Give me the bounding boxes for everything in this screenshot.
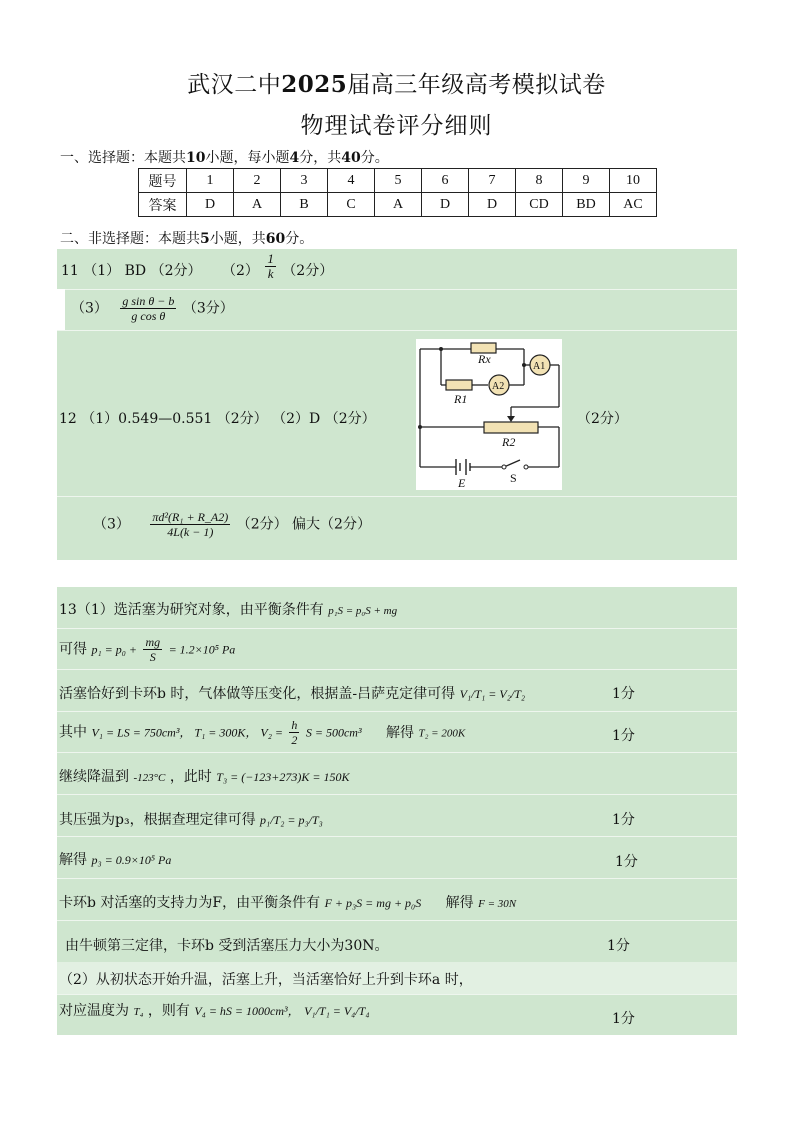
q11-part3-label: （3） xyxy=(71,300,108,317)
table-cell: 6 xyxy=(422,169,469,193)
table-cell: D xyxy=(469,193,516,217)
table-cell: 7 xyxy=(469,169,516,193)
fraction-h-over-2: $\frac{h}{2}$ xyxy=(291,718,298,747)
table-cell: CD xyxy=(516,193,563,217)
q12-fraction-answer: $\frac{\text{πd²(R₁ + R\_A2)}}{4L(k - 1)}$ xyxy=(152,510,229,539)
table-cell: 4 xyxy=(328,169,375,193)
table-cell: D xyxy=(422,193,469,217)
score-label: 1分 xyxy=(612,812,635,828)
score-label: 1分 xyxy=(612,686,635,702)
q11-row-1 xyxy=(57,249,737,289)
q13-line-4: 其中 V₁ = LS = 750cm³， T₁ = 300K， V₂ = $\frac{h}{2}$ S = 500cm³ 解得 T₂ = 200K 1分 xyxy=(57,711,737,753)
table-row xyxy=(139,169,657,193)
q11-part2-label: （2） xyxy=(221,263,259,279)
table-cell: C xyxy=(328,193,375,217)
q13-line-7: 解得 p₃ = 0.9×10⁵ Pa 1分 xyxy=(57,836,737,879)
score-label: 1分 xyxy=(612,728,635,744)
q12-row-2 xyxy=(57,496,737,560)
q12-part3-score: （2分） 偏大（2分） xyxy=(236,516,371,533)
q12-line-1: 12 （1）0.549—0.551 （2分） （2）D （2分） xyxy=(59,411,376,427)
score-label: 1分 xyxy=(612,1011,635,1027)
table-cell: BD xyxy=(563,193,610,217)
label-a2: A2 xyxy=(492,381,505,392)
score-label: 1分 xyxy=(615,854,638,870)
q11-part3-score: （3分） xyxy=(182,300,234,317)
answer-table xyxy=(138,168,657,217)
table-cell: 10 xyxy=(610,169,657,193)
table-cell: 9 xyxy=(563,169,610,193)
q11-fraction-1-over-k: $\frac{1}{k}$ xyxy=(267,250,274,281)
section-2-heading: 二、非选择题：本题共5小题，共60分。 xyxy=(60,231,314,247)
q13-line-2: 可得 p₁ = p₀ + $\frac{mg}{S}$ = 1.2×10⁵ Pa xyxy=(57,628,737,670)
label-a1: A1 xyxy=(533,361,546,372)
q13-line-1: 13（1）选活塞为研究对象，由平衡条件有 p₁S = p₀S + mg xyxy=(57,587,737,628)
table-cell: AC xyxy=(610,193,657,217)
q13-line-9: 由牛顿第三定律，卡环b 受到活塞压力大小为30N。 1分 xyxy=(57,920,737,963)
circuit-diagram xyxy=(416,339,562,490)
q13-line-11: 对应温度为 T₄ ，则有 V₄ = hS = 1000cm³， V₁/T₁ = V₄/T₄ 1分 xyxy=(57,994,737,1035)
label-r2: R2 xyxy=(502,435,516,449)
table-cell: B xyxy=(281,193,328,217)
label-r1: R1 xyxy=(454,392,468,406)
table-cell: A xyxy=(375,193,422,217)
score-label: 1分 xyxy=(607,938,630,954)
fraction-mg-over-s: $\frac{mg}{S}$ xyxy=(145,635,161,664)
label-s: S xyxy=(510,471,517,485)
q12-row-1 xyxy=(57,330,737,497)
label-rx: Rx xyxy=(478,352,491,366)
table-cell: D xyxy=(187,193,234,217)
table-cell: A xyxy=(234,193,281,217)
rheostat-r2 xyxy=(484,422,538,433)
q11-fraction-answer: $\frac{\text{g sin θ − b}}{\text{g cos θ}}$ xyxy=(122,294,175,323)
q12-circuit-score: （2分） xyxy=(577,411,628,427)
q11-part1: 11 （1） BD （2分） xyxy=(61,263,202,279)
table-head-cell: 题号 xyxy=(139,169,187,193)
table-row xyxy=(139,193,657,217)
table-cell: 5 xyxy=(375,169,422,193)
q12-part3-label: （3） xyxy=(93,516,130,533)
q11-row-2 xyxy=(65,289,737,331)
q13-line-8: 卡环b 对活塞的支持力为F，由平衡条件有 F + p₃S = mg + p₀S 解得 F = 30N xyxy=(57,878,737,921)
q13-line-5: 继续降温到 -123°C ，此时 T₃ = (−123+273)K = 150K xyxy=(57,752,737,795)
table-cell: 2 xyxy=(234,169,281,193)
table-cell: 8 xyxy=(516,169,563,193)
q13-line-3: 活塞恰好到卡环b 时，气体做等压变化，根据盖-吕萨克定律可得 V₁/T₁ = V₂/T₂ 1分 xyxy=(57,669,737,712)
table-cell: 1 xyxy=(187,169,234,193)
table-cell: 3 xyxy=(281,169,328,193)
section-1-heading: 一、选择题：本题共10小题，每小题4分，共40分。 xyxy=(60,150,389,166)
q11-part2-score: （2分） xyxy=(282,263,334,279)
q13-line-6: 其压强为p₃，根据查理定律可得 p₁/T₂ = p₃/T₃ 1分 xyxy=(57,794,737,837)
label-e: E xyxy=(458,476,466,490)
page-title: 武汉二中2025届高三年级高考模拟试卷 xyxy=(187,71,606,98)
table-head-cell: 答案 xyxy=(139,193,187,217)
resistor-r1 xyxy=(446,380,472,390)
page-subtitle: 物理试卷评分细则 xyxy=(300,113,493,139)
q13-line-10: （2）从初状态开始升温，活塞上升，当活塞恰好上升到卡环a 时， xyxy=(57,962,737,994)
